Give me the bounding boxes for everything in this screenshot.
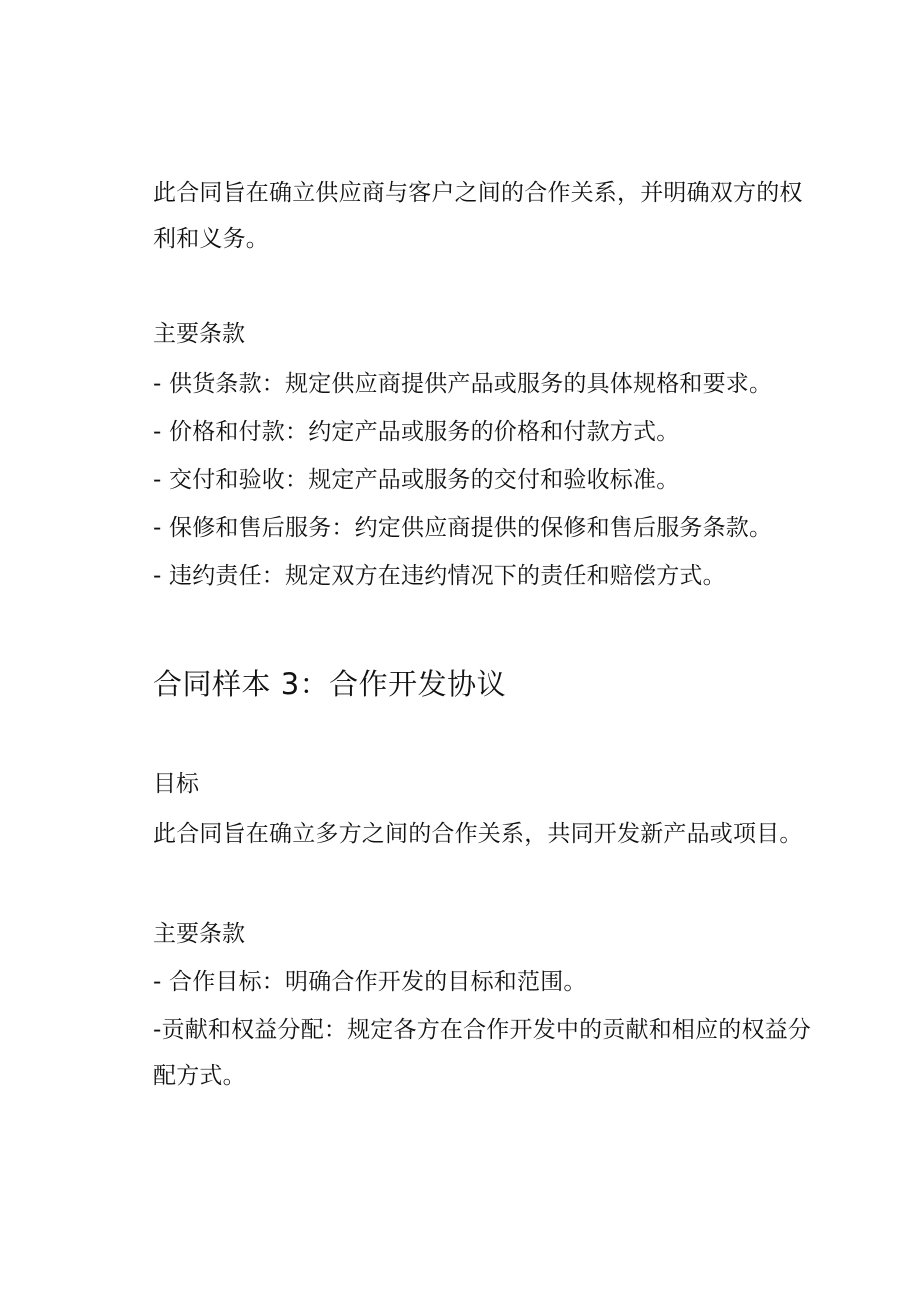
list-item-breach-liability: - 违约责任：规定双方在违约情况下的责任和赔偿方式。: [153, 563, 726, 589]
list-item-price-payment: - 价格和付款：约定产品或服务的价格和付款方式。: [153, 419, 680, 445]
goal-paragraph: 此合同旨在确立多方之间的合作关系，共同开发新产品或项目。: [153, 821, 803, 847]
list-item-delivery-acceptance: - 交付和验收：规定产品或服务的交付和验收标准。: [153, 467, 680, 493]
goal-heading: 目标: [153, 771, 199, 797]
section-heading-main-terms-2: 主要条款: [153, 921, 245, 947]
section-heading-main-terms: 主要条款: [153, 321, 245, 347]
sample-3-title: 合同样本 3：合作开发协议: [153, 667, 507, 701]
list-item-supply-terms: - 供货条款：规定供应商提供产品或服务的具体规格和要求。: [153, 371, 773, 397]
list-item-cooperation-goal: - 合作目标：明确合作开发的目标和范围。: [153, 969, 587, 995]
list-item-warranty-service: - 保修和售后服务：约定供应商提供的保修和售后服务条款。: [153, 515, 773, 541]
list-item-contribution-rights: -贡献和权益分配：规定各方在合作开发中的贡献和相应的权益分配方式。: [153, 1017, 812, 1089]
intro-paragraph: 此合同旨在确立供应商与客户之间的合作关系，并明确双方的权利和义务。: [153, 180, 803, 252]
